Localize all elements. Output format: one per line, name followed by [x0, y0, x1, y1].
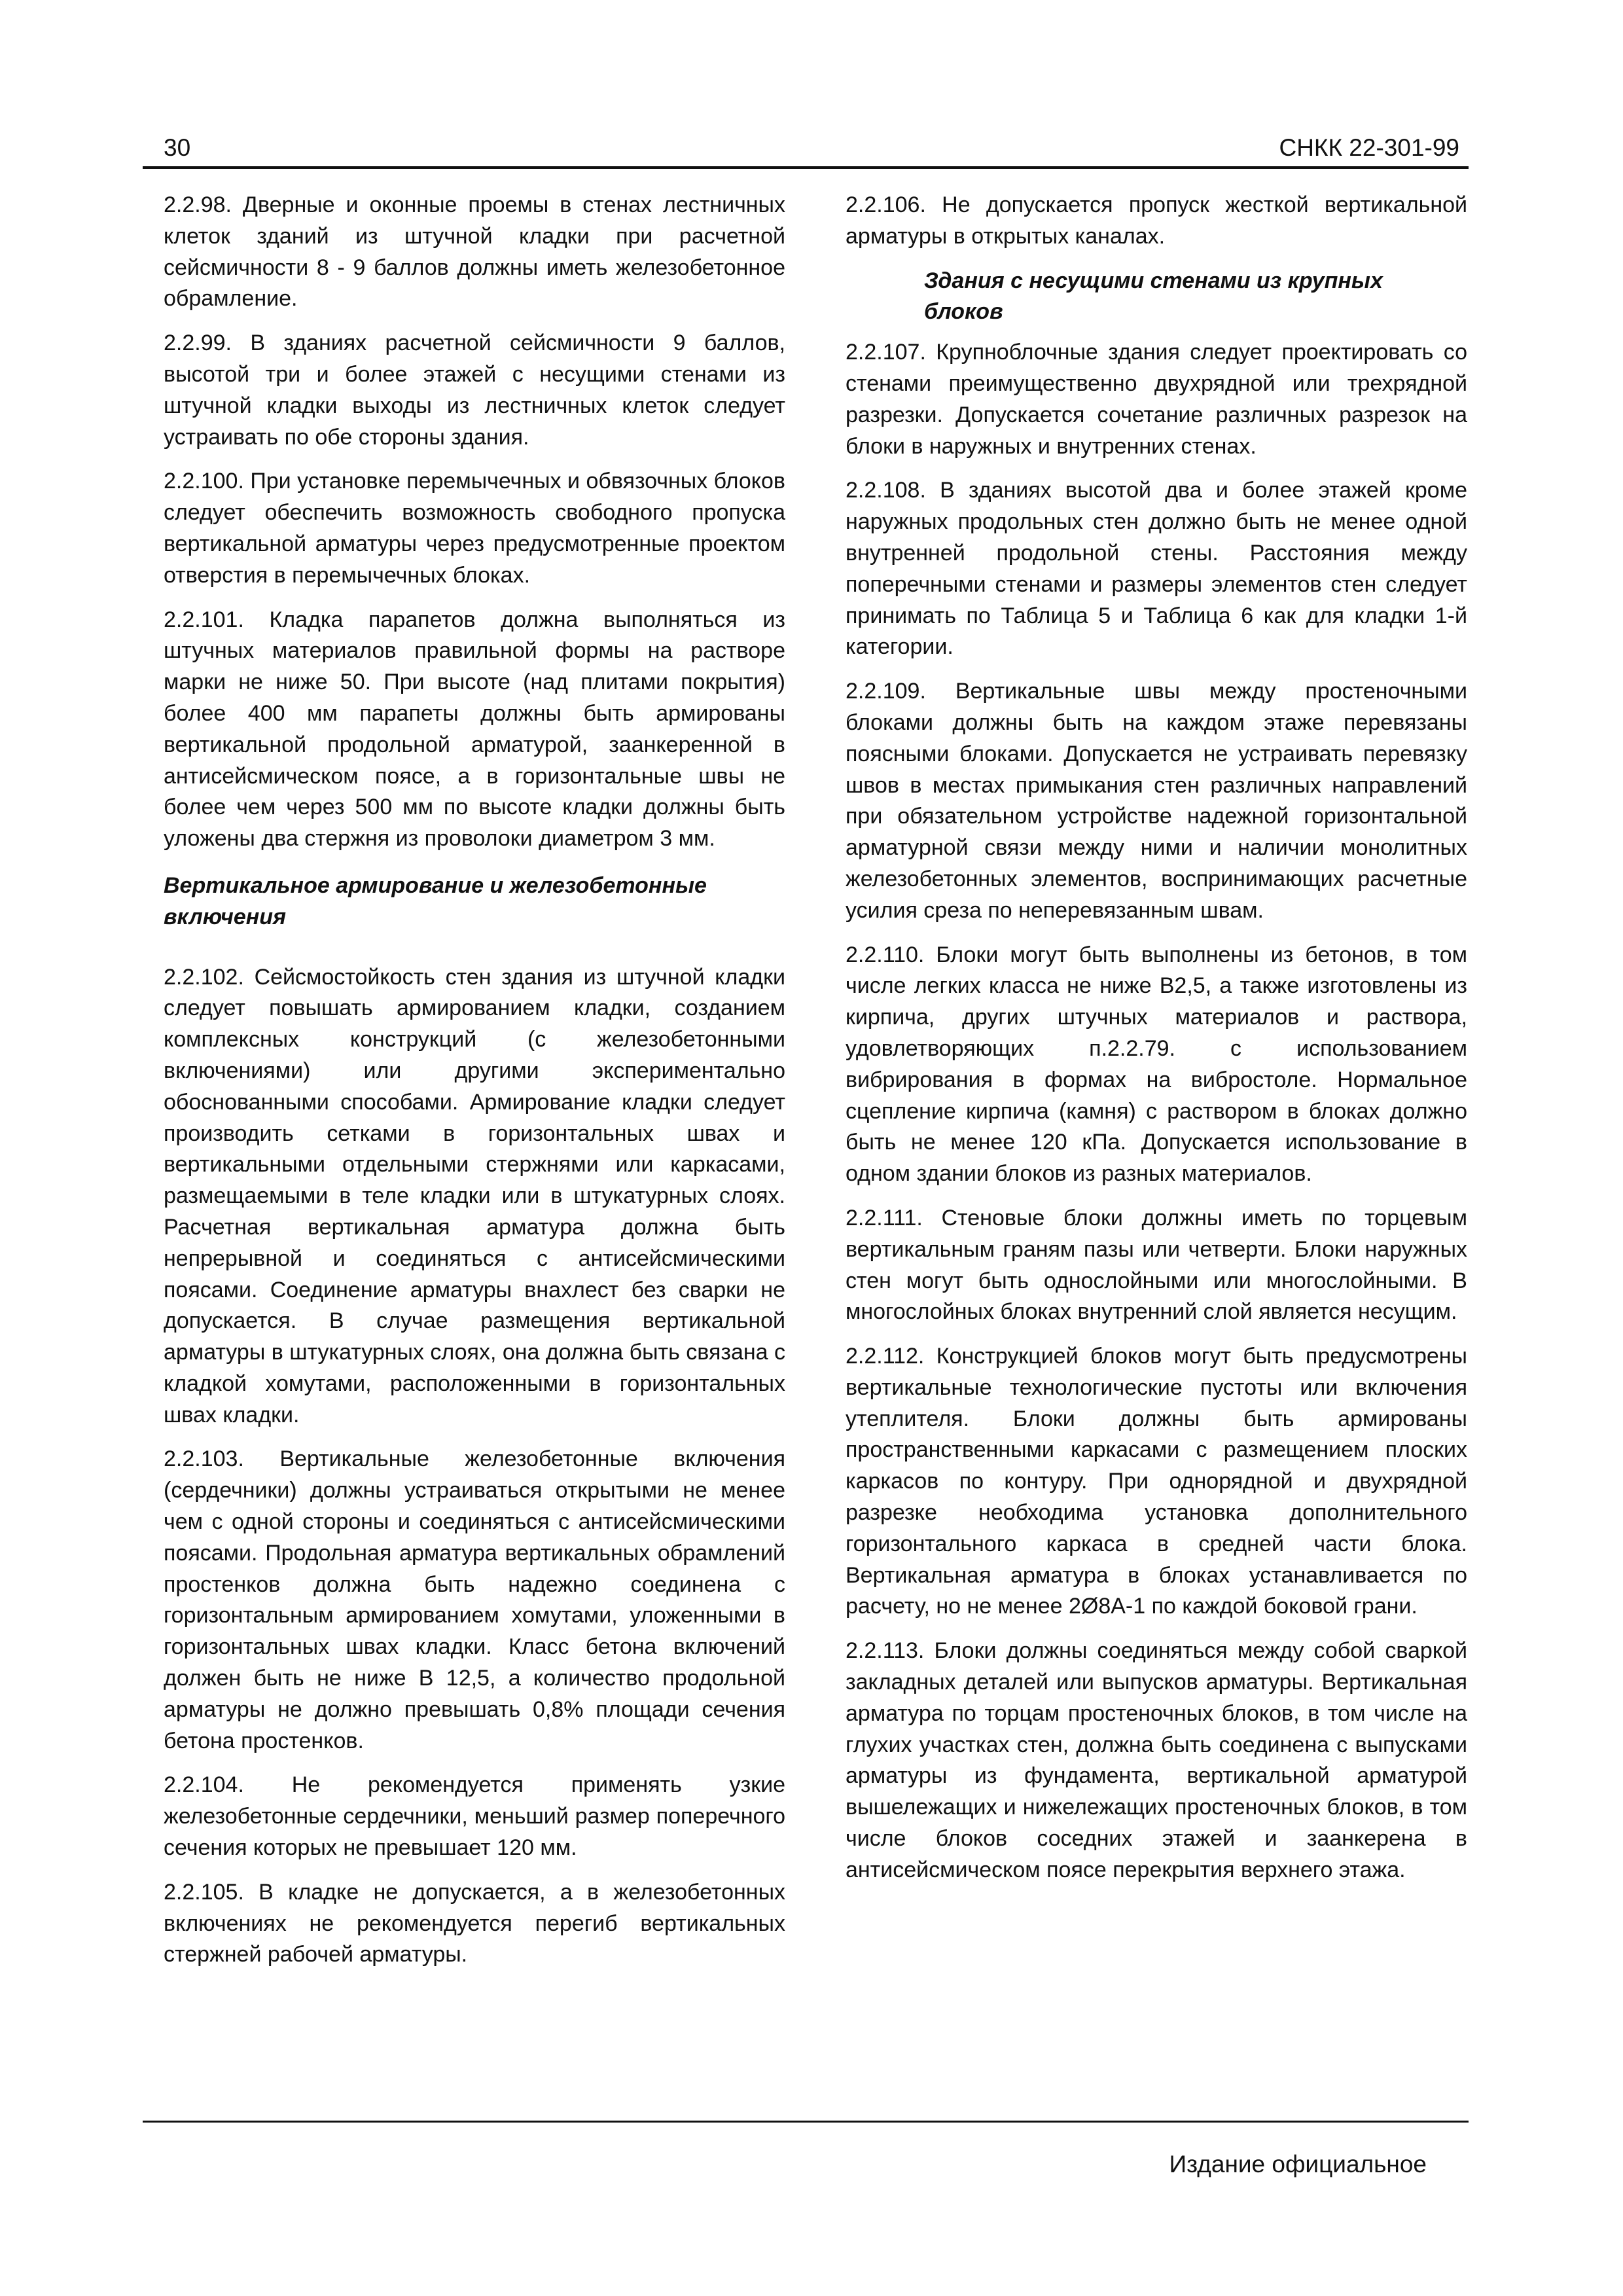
paragraph-2-2-110: 2.2.110. Блоки могут быть выполнены из бетонов, в том числе легких класса не ниже B2,5, а также изготовлены из кирпича, других штучных материалов и раствора, удовлетворяющих п.2.2.79. с использованием вибрирования в формах на вибростоле. Нормальное сцепление кирпича (камня) с раствором в блоках должно быть не менее 120 кПа. Допускается использование в одном здании блоков из разных материалов.: [846, 942, 1467, 1187]
paragraph-2-2-101: 2.2.101. Кладка парапетов должна выполняться из штучных материалов правильной формы на растворе марки не ниже 50. При высоте (над плитами покрытия) более 400 мм парапеты должны быть армированы вертикальной продольной арматурой, заанкеренной в антисейсмическом поясе, а в горизонтальные швы не более чем через 500 мм по высоте кладки должны быть уложены два стержня из проволоки диаметром 3 мм.: [164, 607, 785, 852]
paragraph-2-2-112: 2.2.112. Конструкцией блоков могут быть предусмотрены вертикальные технологические пустоты или включения утеплителя. Блоки должны быть армированы пространственными каркасами с размещением плоских каркасов по контуру. При однорядной и двухрядной разрезке необходима установка дополнительного горизонтального каркаса в средней части блока. Вертикальная арматура в блоках устанавливается по расчету, но не менее 2Ø8А-1 по каждой боковой грани.: [846, 1344, 1467, 1619]
paragraph-2-2-102: 2.2.102. Сейсмостойкость стен здания из штучной кладки следует повышать армированием кладки, созданием комплексных конструкций (с железобетонными включениями) или другими экспериментально обоснованными способами. Армирование кладки следует производить сетками в горизонтальных швах и вертикальными отдельными стержнями или каркасами, размещаемыми в теле кладки или в штукатурных слоях. Расчетная вертикальная арматура должна быть непрерывной и соединяться с антисейсмическими поясами. Соединение арматуры внахлест без сварки не допускается. В случае размещения вертикальной арматуры в штукатурных слоях, она должна быть связана с кладкой хомутами, расположенными в горизонтальных швах кладки.: [164, 964, 785, 1427]
paragraph-2-2-100: 2.2.100. При установке перемычечных и обвязочных блоков следует обеспечить возможность свободного пропуска вертикальной арматуры через предусмотренные проектом отверстия в перемычечных блоках.: [164, 469, 785, 588]
page-number: 30: [164, 134, 191, 161]
paragraph-2-2-104: 2.2.104. Не рекомендуется применять узкие железобетонные сердечники, меньший размер поперечного сечения которых не превышает 120 мм.: [164, 1772, 785, 1861]
paragraph-2-2-111: 2.2.111. Стеновые блоки должны иметь по торцевым вертикальным граням пазы или четверти. Блоки наружных стен могут быть однослойными или многослойными. В многослойных блоках внутренний слой является несущим.: [846, 1205, 1467, 1325]
paragraph-2-2-105: 2.2.105. В кладке не допускается, а в железобетонных включениях не рекомендуется перегиб вертикальных стержней рабочей арматуры.: [164, 1879, 785, 1967]
section-heading-large-blocks: Здания с несущими стенами из крупных блоков: [924, 268, 1383, 325]
document-code: СНКК 22-301-99: [1279, 134, 1459, 161]
paragraph-2-2-103: 2.2.103. Вертикальные железобетонные включения (сердечники) должны устраиваться открытыми не менее чем с одной стороны и соединяться с антисейсмическими поясами. Продольная арматура вертикальных обрамлений простенков должна быть надежно соединена с горизонтальным армированием хомутами, уложенными в горизонтальных швах кладки. Класс бетона включений должен быть не ниже B 12,5, а количество продольной арматуры не должно превышать 0,8% площади сечения бетона простенков.: [164, 1446, 785, 1753]
paragraph-2-2-99: 2.2.99. В зданиях расчетной сейсмичности 9 баллов, высотой три и более этажей с несущими стенами из штучной кладки выходы из лестничных клеток следует устраивать по обе стороны здания.: [164, 331, 785, 450]
paragraph-2-2-113: 2.2.113. Блоки должны соединяться между собой сваркой закладных деталей или выпусков арматуры. Вертикальная арматура по торцам простеночных блоков, в том числе на глухих участках стен, должна быть соединена с выпусками арматуры из фундамента, вертикальной арматурой вышележащих и нижележащих простеночных блоков, в том числе блоков соседних этажей и заанкерена в антисейсмическом поясе перекрытия верхнего этажа.: [846, 1638, 1467, 1882]
paragraph-2-2-106: 2.2.106. Не допускается пропуск жесткой вертикальной арматуры в открытых каналах.: [846, 192, 1467, 249]
section-heading-vertical-reinforcement: Вертикальное армирование и железобетонные включения: [164, 872, 707, 929]
right-column: [846, 190, 1467, 1899]
paragraph-2-2-107: 2.2.107. Крупноблочные здания следует проектировать со стенами преимущественно двухрядной или трехрядной разрезки. Допускается сочетание различных разрезок на блоки в наружных и внутренних стенах.: [846, 340, 1467, 459]
paragraph-2-2-109: 2.2.109. Вертикальные швы между простеночными блоками должны быть на каждом этаже перевязаны поясными блоками. Допускается не устраивать перевязку швов в местах примыкания стен различных направлений при обязательном устройстве надежной горизонтальной арматурной связи между ними и наличии монолитных железобетонных элементов, воспринимающих расчетные усилия среза по неперевязанным швам.: [846, 679, 1467, 923]
paragraph-2-2-98: 2.2.98. Дверные и оконные проемы в стенах лестничных клеток зданий из штучной кладки при расчетной сейсмичности 8 - 9 баллов должны иметь железобетонное обрамление.: [164, 192, 785, 312]
page-header: [164, 128, 1459, 168]
left-column: [164, 190, 785, 1984]
header-rule: [143, 166, 1469, 169]
edition-note: Издание официальное: [1169, 2151, 1427, 2178]
footer-rule: [143, 2121, 1469, 2123]
paragraph-2-2-108: 2.2.108. В зданиях высотой два и более этажей кроме наружных продольных стен должно быть не менее одной внутренней продольной стены. Расстояния между поперечными стенами и размеры элементов стен следует принимать по Таблица 5 и Таблица 6 как для кладки 1-й категории.: [846, 478, 1467, 660]
